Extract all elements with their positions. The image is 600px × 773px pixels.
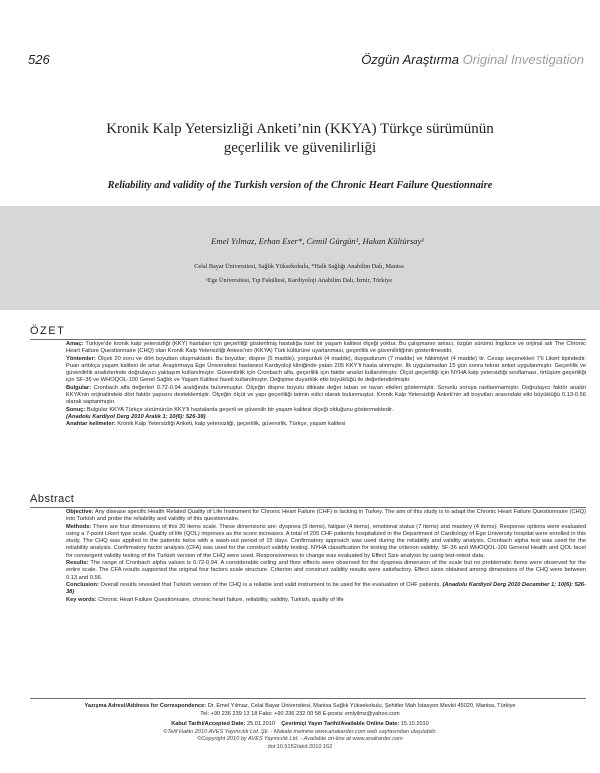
ozet-citation: (Anadolu Kardiyol Derg 2010 Aralık 1; 10(6): 526-38) bbox=[66, 413, 206, 420]
correspondence-address: Yazışma Adresi/Address for Correspondence: Dr. Emel Yılmaz, Celal Bayar Üniversitesi, Manisa Sağlık Yüksekokulu, Şehitler Mah İstasyon Mevkii 45020, Manisa, Türkiye bbox=[84, 703, 516, 709]
abstract-objective: Objective: Any disease specific Health Related Quality of Life Instrument for Chronic Heart Failure (CHF) is lacking in Turkey. The aim of this study is to adapt the Chronic Heart Failure Questionnaire (CHQ) into Turkish and probe the reliability and validity of this questionnaire. bbox=[66, 509, 586, 523]
dates-line: Kabul Tarihi/Accepted Date: 25.01.2010 Çevrimiçi Yayın Tarihi/Available Online Date: 15.10.2010 bbox=[171, 721, 429, 727]
ozet-sonuc: Sonuç: Bulgular KKYA Türkçe sürümünün KKY’li hastalarda geçerli ve güvenilir bir yaşam kalitesi ölçeği olduğunu göstermektedir. bbox=[66, 406, 394, 413]
ozet-amac: Amaç: Türkiye’de kronik kalp yetersizliği (KKY) hastaları için geçerliliği gösterilmiş hastalığa özel bir yaşam kalitesi ölçeği yoktur. Bu çalışmanın amacı, özgün sürümü İngilizce ve orijinal adı The Chronic Heart Failure Questionnaire (CHQ) olan Kronik Kalp Yetersizliği Ankesi’nin (KKYA) Türk kültürüne uyarlanması, geçerlilik ve güvenilirliğinin gösterilmesidir. bbox=[66, 341, 586, 355]
abstract-divider bbox=[30, 507, 586, 508]
ozet-heading: ÖZET bbox=[30, 325, 66, 337]
abstract-keywords: Key words: Chronic Heart Failure Questionnaire, chronic heart failure, reliability, validity, Turkish, quality of life bbox=[66, 596, 344, 603]
title-line-1: Kronik Kalp Yetersizliği Anketi’nin (KKYA) Türkçe sürümünün bbox=[106, 121, 494, 137]
author-list: Emel Yılmaz, Erhan Eser*, Cemil Gürgün¹, Hakan Kültürsay¹ bbox=[211, 236, 424, 246]
affiliation-2: ¹Ege Üniversitesi, Tıp Fakültesi, Kardiyoloji Anabilim Dalı, İzmir, Türkiye bbox=[206, 277, 392, 284]
ozet-divider bbox=[30, 339, 586, 340]
abstract-results: Results: The range of Cronbach alpha values is 0.72-0.94. A considerable ceiling and floor effects were observed for the dyspnea dimension of the scale but no problematic items were observed for the entire scale. The CFA results supported the original four factors scale structure. Criterion and construct validity results were satisfactory. Effect sizes obtained among dimensions of the CHQ were between 0.13 and 0.56. bbox=[66, 560, 586, 581]
footer-divider bbox=[30, 698, 586, 699]
abstract-body bbox=[66, 509, 586, 604]
ozet-yontemler: Yöntemler: Ölçek 20 soru ve dört boyuttan oluşmaktadır. Bu boyutlar; dispne (5 madde), yorgunluk (4 madde), duygudurum (7 madde) ve hâkimiyet (4 madde) tir. Cevap seçenekleri 7’li Likert tipindedir. Puan arttıkça yaşam kalitesi de artar. Araştırmaya Ege Üniversitesi hastanesi Kardiyoloji kliniğinde yatan 205 KKY’li hasta alınmıştır. İlk uygulamadan 15 gün sonra tekrar anket uygulanmıştır. Geçerlilik ve güvenilirlik analizlerinde doğrulayıcı yaklaşım kullanılmıştır. Güvenilirlik için Cronbach alfa, geçerlilik için faktör analizi kullanılmıştır. Ölçüt geçerliliği için NYHA kalp yetersizliği sınıflaması, örtüşüm geçerliliği için SF-36 ve WHOQOL-100 Genel Sağlık ve Yaşam Kalitesi faseti kullanılmıştır. Değişime duyarlılık etki büyüklüğü ile değerlendirilmiştir. bbox=[66, 355, 586, 384]
copyright-tr: ©Telif Hakkı 2010 AVES Yayıncılık Ltd. Şti. - Makale metnine www.anakarder.com web sayfasından ulaşılabilir. bbox=[163, 728, 437, 735]
abstract-methods: Methods: There are four dimensions of this 20 items scale. These dimensions are: dyspnea (5 items), fatigue (4 items), emotional status (7 items) and mastery (4 items). Response options were evaluated using a 7-point Likert type scale. Quality of life (QOL) improves as the score increases. A total of 205 CHF patients hospitalized in the Department of Cardiology of Ege University hospital were enrolled in this study. The CHQ was applied to the patients twice with a wash-out period of 15 days. Confirmatory approach was used during the reliability and validity analysis. Cronbach alpha test was used for the reliability analysis. Confirmatory factor analysis (CFA) was used for the construct validity testing. NYHA classification for testing the criterion validity; SF-36 and WHOQOL-100 General Health and QOL facet for convergent validity testing of the Turkish version of the CHQ were used. Responsiveness to change was evaluated by Effect Size analysis by using test-retest data. bbox=[66, 523, 586, 559]
ozet-keywords: Anahtar kelimeler: Kronik Kalp Yetersizliği Anketi, kalp yetersizliği, geçerlilik, güvenirlik, Türkçe, yaşam kalitesi bbox=[66, 421, 346, 428]
section-label-tr: Özgün Araştırma bbox=[361, 52, 459, 67]
page-number: 526 bbox=[28, 52, 50, 67]
section-label-en: Original Investigation bbox=[462, 52, 584, 67]
ozet-body bbox=[66, 341, 586, 429]
affiliation-1: Celal Bayar Üniversitesi, Sağlık Yüksekokulu, *Halk Sağlığı Anabilim Dalı, Manisa bbox=[194, 263, 404, 270]
article-title-en: Reliability and validity of the Turkish version of the Chronic Heart Failure Questionnaire bbox=[107, 180, 493, 191]
author-band bbox=[0, 206, 600, 310]
doi: doi:10.5152/akd.2010.162 bbox=[267, 743, 333, 750]
abstract-heading: Abstract bbox=[30, 493, 75, 505]
article-title-tr bbox=[20, 120, 580, 158]
title-line-2: geçerlilik ve güvenilirliği bbox=[223, 140, 377, 156]
section-label bbox=[361, 52, 584, 67]
abstract-conclusion: Conclusion: Overall results revealed that Turkish version of the CHQ is a reliable and valid instrument to be used for the evaluation of CHF patients. (Anadolu Kardiyol Derg 2010 December 1; 10(6): 526-38) bbox=[66, 581, 586, 596]
correspondence-contact: Tel: +90 236 239 13 18 Faks: +90 236 232 00 58 E-posta: emlyilmz@yahoo.com bbox=[200, 711, 400, 717]
ozet-bulgular: Bulgular: Cronbach alfa değerleri 0.72-0.94 aralığında bulunmuştur. Ölçeğin dispne boyutu dikkate değer taban ve tavan etkileri göstermiştir. Sorunlu soruya rastlanmamıştır. Doğrulayıcı faktör analizi KKYA’nin orijinalindeki dört faktör yapısını desteklemiştir. Ölçeğin ölçüt ve yapı geçerliliği tatmin edici olarak bulunmuştur. Kronik Kalp Yetersizliği Anketi’nin alt boyutları arasındaki etki büyüklüğü 0.13-0.56 olarak saptanmıştır. bbox=[66, 384, 586, 406]
copyright-en: ©Copyright 2010 by AVES Yayıncılık Ltd. - Available on-line at www.anakarder.com bbox=[197, 736, 403, 742]
